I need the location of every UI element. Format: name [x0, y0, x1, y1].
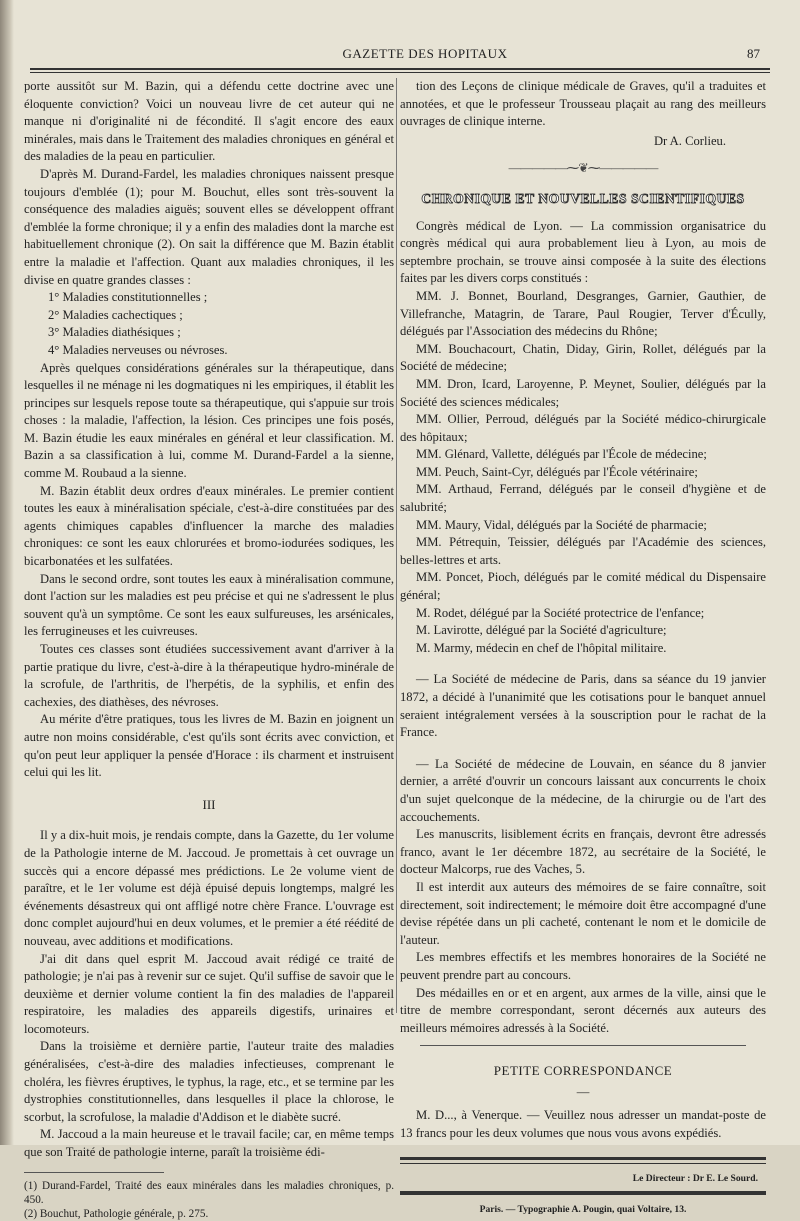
section-title-petite-correspondance: PETITE CORRESPONDANCE: [493, 1063, 673, 1079]
paragraph: Toutes ces classes sont étudiées successivement avant d'arriver à la partie pratique du livre, c'est-à-dire à la thérapeutique hydro-minérale de la scrofule, de l'arthritis, de l'herpétis, de la syphilis, et enfin des cachexies, des diathèses, des névroses.: [24, 642, 394, 709]
footer-rule-thin: [400, 1163, 766, 1164]
delegate-item: MM. Maury, Vidal, délégués par la Société de pharmacie;: [416, 517, 707, 532]
paragraph: porte aussitôt sur M. Bazin, qui a défendu cette doctrine avec une éloquente conviction? Voici un nouveau livre de cet auteur qui ne manque ni d'originalité ni de fécondité. Il s'agit encore des eaux minérales, mais dans le Traitement des maladies chroniques en général et des maladies de la peau en particulier.: [24, 79, 394, 164]
delegate-item: M. Rodet, délégué par la Société protectrice de l'enfance;: [416, 605, 705, 620]
paragraph: Dans la troisième et dernière partie, l'auteur traite des maladies généralisées, c'est-à-dire des maladies infectieuses, comprenant le choléra, les fièvres éruptives, le typhus, la rage, etc., et se termine par les dystrophies constitutionnelles, dans lesquelles il place la chlorose, le scorbut, la scrofulose, la maladie d'Addison et le diabète sucré.: [24, 1039, 394, 1124]
paragraph: Après quelques considérations générales sur la thérapeutique, dans lesquelles il ne ménage ni les dogmatiques ni les empiriques, il établit les principes sur lesquels repose toute sa thérapeutique, qui s'appuie sur trois choses : la maladie, l'affection, la lésion. Ces principes une fois posés, M. Bazin étudie les eaux minérales en général et leur classification. M. Bazin a sa classification à lui, comme M. Durand-Fardel a la sienne, comme M. Roubaud a la sienne.: [24, 360, 394, 481]
footer-rule: [400, 1157, 766, 1160]
left-column: [24, 78, 394, 1221]
paragraph: tion des Leçons de clinique médicale de Graves, qu'il a traduites et annotées, et que le professeur Trousseau plaçait au rang des meilleurs ouvrages de clinique interne.: [400, 79, 766, 129]
delegate-item: M. Marmy, médecin en chef de l'hôpital militaire.: [416, 640, 667, 655]
director-line: Le Directeur : Dr E. Le Sourd.: [632, 1172, 758, 1184]
paragraph: Dans le second ordre, sont toutes les eaux à minéralisation commune, dont l'action sur les maladies est peu précise et qui ne s'adressent le plus souvent qu'à un symptôme. Ce sont les eaux sulfureuses, les arsénicales, les ferrugineuses et les cuivreuses.: [24, 571, 394, 639]
paragraph: Des médailles en or et en argent, aux armes de la ville, ainsi que le titre de membre correspondant, seront décernés aux auteurs des meilleurs mémoires adressés à la Société.: [400, 985, 766, 1035]
header-rule: [30, 68, 770, 70]
ornament-divider: —————⁓❦⁓—————: [508, 161, 658, 176]
right-column: [400, 78, 766, 1219]
journal-title: GAZETTE DES HOPITAUX: [342, 46, 508, 61]
delegate-item: M. Lavirotte, délégué par la Société d'agriculture;: [416, 623, 667, 638]
binding-edge: [0, 0, 14, 1145]
delegate-item: MM. Bouchacourt, Chatin, Diday, Girin, Rollet, délégués par la Société de médecine;: [400, 341, 766, 374]
footnote: (1) Durand-Fardel, Traité des eaux minérales dans les maladies chroniques, p. 450.: [24, 1179, 394, 1206]
list-item: 2° Maladies cachectiques ;: [48, 307, 183, 322]
author-signature: Dr A. Corlieu.: [653, 133, 726, 148]
delegate-item: MM. Glénard, Vallette, délégués par l'École de médecine;: [416, 447, 707, 462]
paragraph: — La Société de médecine de Louvain, en séance du 8 janvier dernier, a arrêté d'ouvrir un concours laissant aux concurrents le choix d'un sujet quelconque de la médecine, de la chirurgie ou de l'art des accouchements.: [400, 756, 766, 824]
footnote: (2) Bouchut, Pathologie générale, p. 275.: [24, 1207, 209, 1220]
paragraph: Il y a dix-huit mois, je rendais compte, dans la Gazette, du 1er volume de la Pathologie interne de M. Jaccoud. Je promettais à cet ouvrage un succès qui a encore dépassé mes prédictions. Le 2e volume vient de paraître, et le 1er volume est déjà épuisé depuis longtemps, malgré les événements désastreux qui ont affligé notre chère France. L'ouvrage est donc complet aujourd'hui en deux volumes, et le premier a été réédité de nouveau, avec additions et modifications.: [24, 828, 394, 948]
delegate-item: MM. Arthaud, Ferrand, délégués par le conseil d'hygiène et de salubrité;: [400, 482, 766, 515]
section-rule: [420, 1045, 746, 1046]
paragraph: — La Société de médecine de Paris, dans sa séance du 19 janvier 1872, a décidé à l'unanimité que les cotisations pour le banquet annuel seraient intégralement versées à la souscription pour le rachat de la France.: [400, 672, 766, 740]
printer-imprint: Paris. — Typographie A. Pougin, quai Voltaire, 13.: [479, 1204, 687, 1216]
header-rule-thin: [30, 72, 770, 73]
section-heading: III: [202, 796, 216, 812]
paragraph: M. D..., à Venerque. — Veuillez nous adresser un mandat-poste de 13 francs pour les deux volumes que nous vous avons expédiés.: [400, 1108, 766, 1141]
delegate-item: MM. Ollier, Perroud, délégués par la Société médico-chirurgicale des hôpitaux;: [400, 412, 766, 444]
paragraph: M. Bazin établit deux ordres d'eaux minérales. Le premier contient toutes les eaux à minéralisation spéciale, c'est-à-dire constituées par des agents chimiques capables d'influencer la marche des maladies chroniques: ce sont les eaux chlorurées et bromo-iodurées sodiques, les bicarbonatées et les sulfatées.: [24, 483, 394, 569]
delegate-item: MM. Dron, Icard, Laroyenne, P. Meynet, Soulier, délégués par la Société des sciences médicales;: [400, 376, 766, 409]
paragraph: M. Jaccoud a la main heureuse et le travail facile; car, en même temps que son Traité de pathologie interne, paraît la troisième édi-: [24, 1127, 394, 1160]
paragraph: Au mérite d'être pratiques, tous les livres de M. Bazin en joignent un autre non moins considérable, c'est qu'ils sont écrits avec conviction, et qu'on peut leur appliquer la pensée d'Horace : ils charment et instruisent celui qui les lit.: [24, 712, 394, 780]
list-item: 4° Maladies nerveuses ou névroses.: [48, 342, 228, 357]
paragraph: J'ai dit dans quel esprit M. Jaccoud avait rédigé ce traité de pathologie; je n'ai pas à revenir sur ce sujet. Qu'il suffise de savoir que le deuxième et dernier volume contient la fin des maladies de l'appareil respiratoire, les maladies des appareils digestifs, urinaires et locomoteurs.: [24, 951, 394, 1036]
footer-rule-thick: [400, 1191, 766, 1195]
footnote-rule: [24, 1172, 164, 1173]
delegate-item: MM. Poncet, Pioch, délégués par le comité médical du Dispensaire général;: [400, 570, 766, 603]
paragraph: Il est interdit aux auteurs des mémoires de se faire connaître, soit directement, soit indirectement; le mémoire doit être accompagné d'une devise répétée dans un pli cacheté, contenant le nom et le domicile de l'auteur.: [400, 879, 766, 947]
delegate-item: MM. Pétrequin, Teissier, délégués par l'Académie des sciences, belles-lettres et arts.: [400, 535, 766, 567]
paragraph: D'après M. Durand-Fardel, les maladies chroniques naissent presque toujours d'emblée (1); pour M. Bouchut, elles sont très-souvent la conséquence des maladies aiguës; souvent elles se développent offrant d'emblée la forme chronique; il y a enfin des maladies dont la marche est habituellement chronique (2). On sait la différence que M. Bazin établit entre la maladie et l'affection. Quant aux maladies chroniques, il les divise en quatre grandes classes :: [24, 166, 394, 287]
paragraph: Congrès médical de Lyon. — La commission organisatrice du congrès médical qui aura probablement lieu à Lyon, au mois de septembre prochain, se trouve ainsi composée à la suite des élections faites par les divers corps constitués :: [400, 218, 766, 286]
column-divider: [396, 78, 397, 1013]
paragraph: Les membres effectifs et les membres honoraires de la Société ne peuvent prendre part au concours.: [400, 950, 766, 982]
paragraph: Les manuscrits, lisiblement écrits en français, devront être adressés franco, avant le 1er décembre 1872, au secrétaire de la Société, le docteur Malcorps, rue des Vaches, 5.: [400, 827, 766, 877]
delegate-item: MM. J. Bonnet, Bourland, Desgranges, Garnier, Gauthier, de Villefranche, Matagrin, de Tarare, Paul Rougier, Terver d'Écully, délégués par l'Association des médecins du Rhône;: [400, 288, 766, 339]
section-title-chronique: CHRONIQUE ET NOUVELLES SCIENTIFIQUES: [421, 190, 745, 206]
list-item: 3° Maladies diathésiques ;: [48, 325, 181, 340]
page-number: 87: [747, 46, 760, 61]
title-dash: —: [576, 1084, 590, 1099]
running-header: [90, 46, 760, 68]
list-item: 1° Maladies constitutionnelles ;: [48, 290, 208, 305]
delegate-item: MM. Peuch, Saint-Cyr, délégués par l'École vétérinaire;: [416, 464, 698, 479]
